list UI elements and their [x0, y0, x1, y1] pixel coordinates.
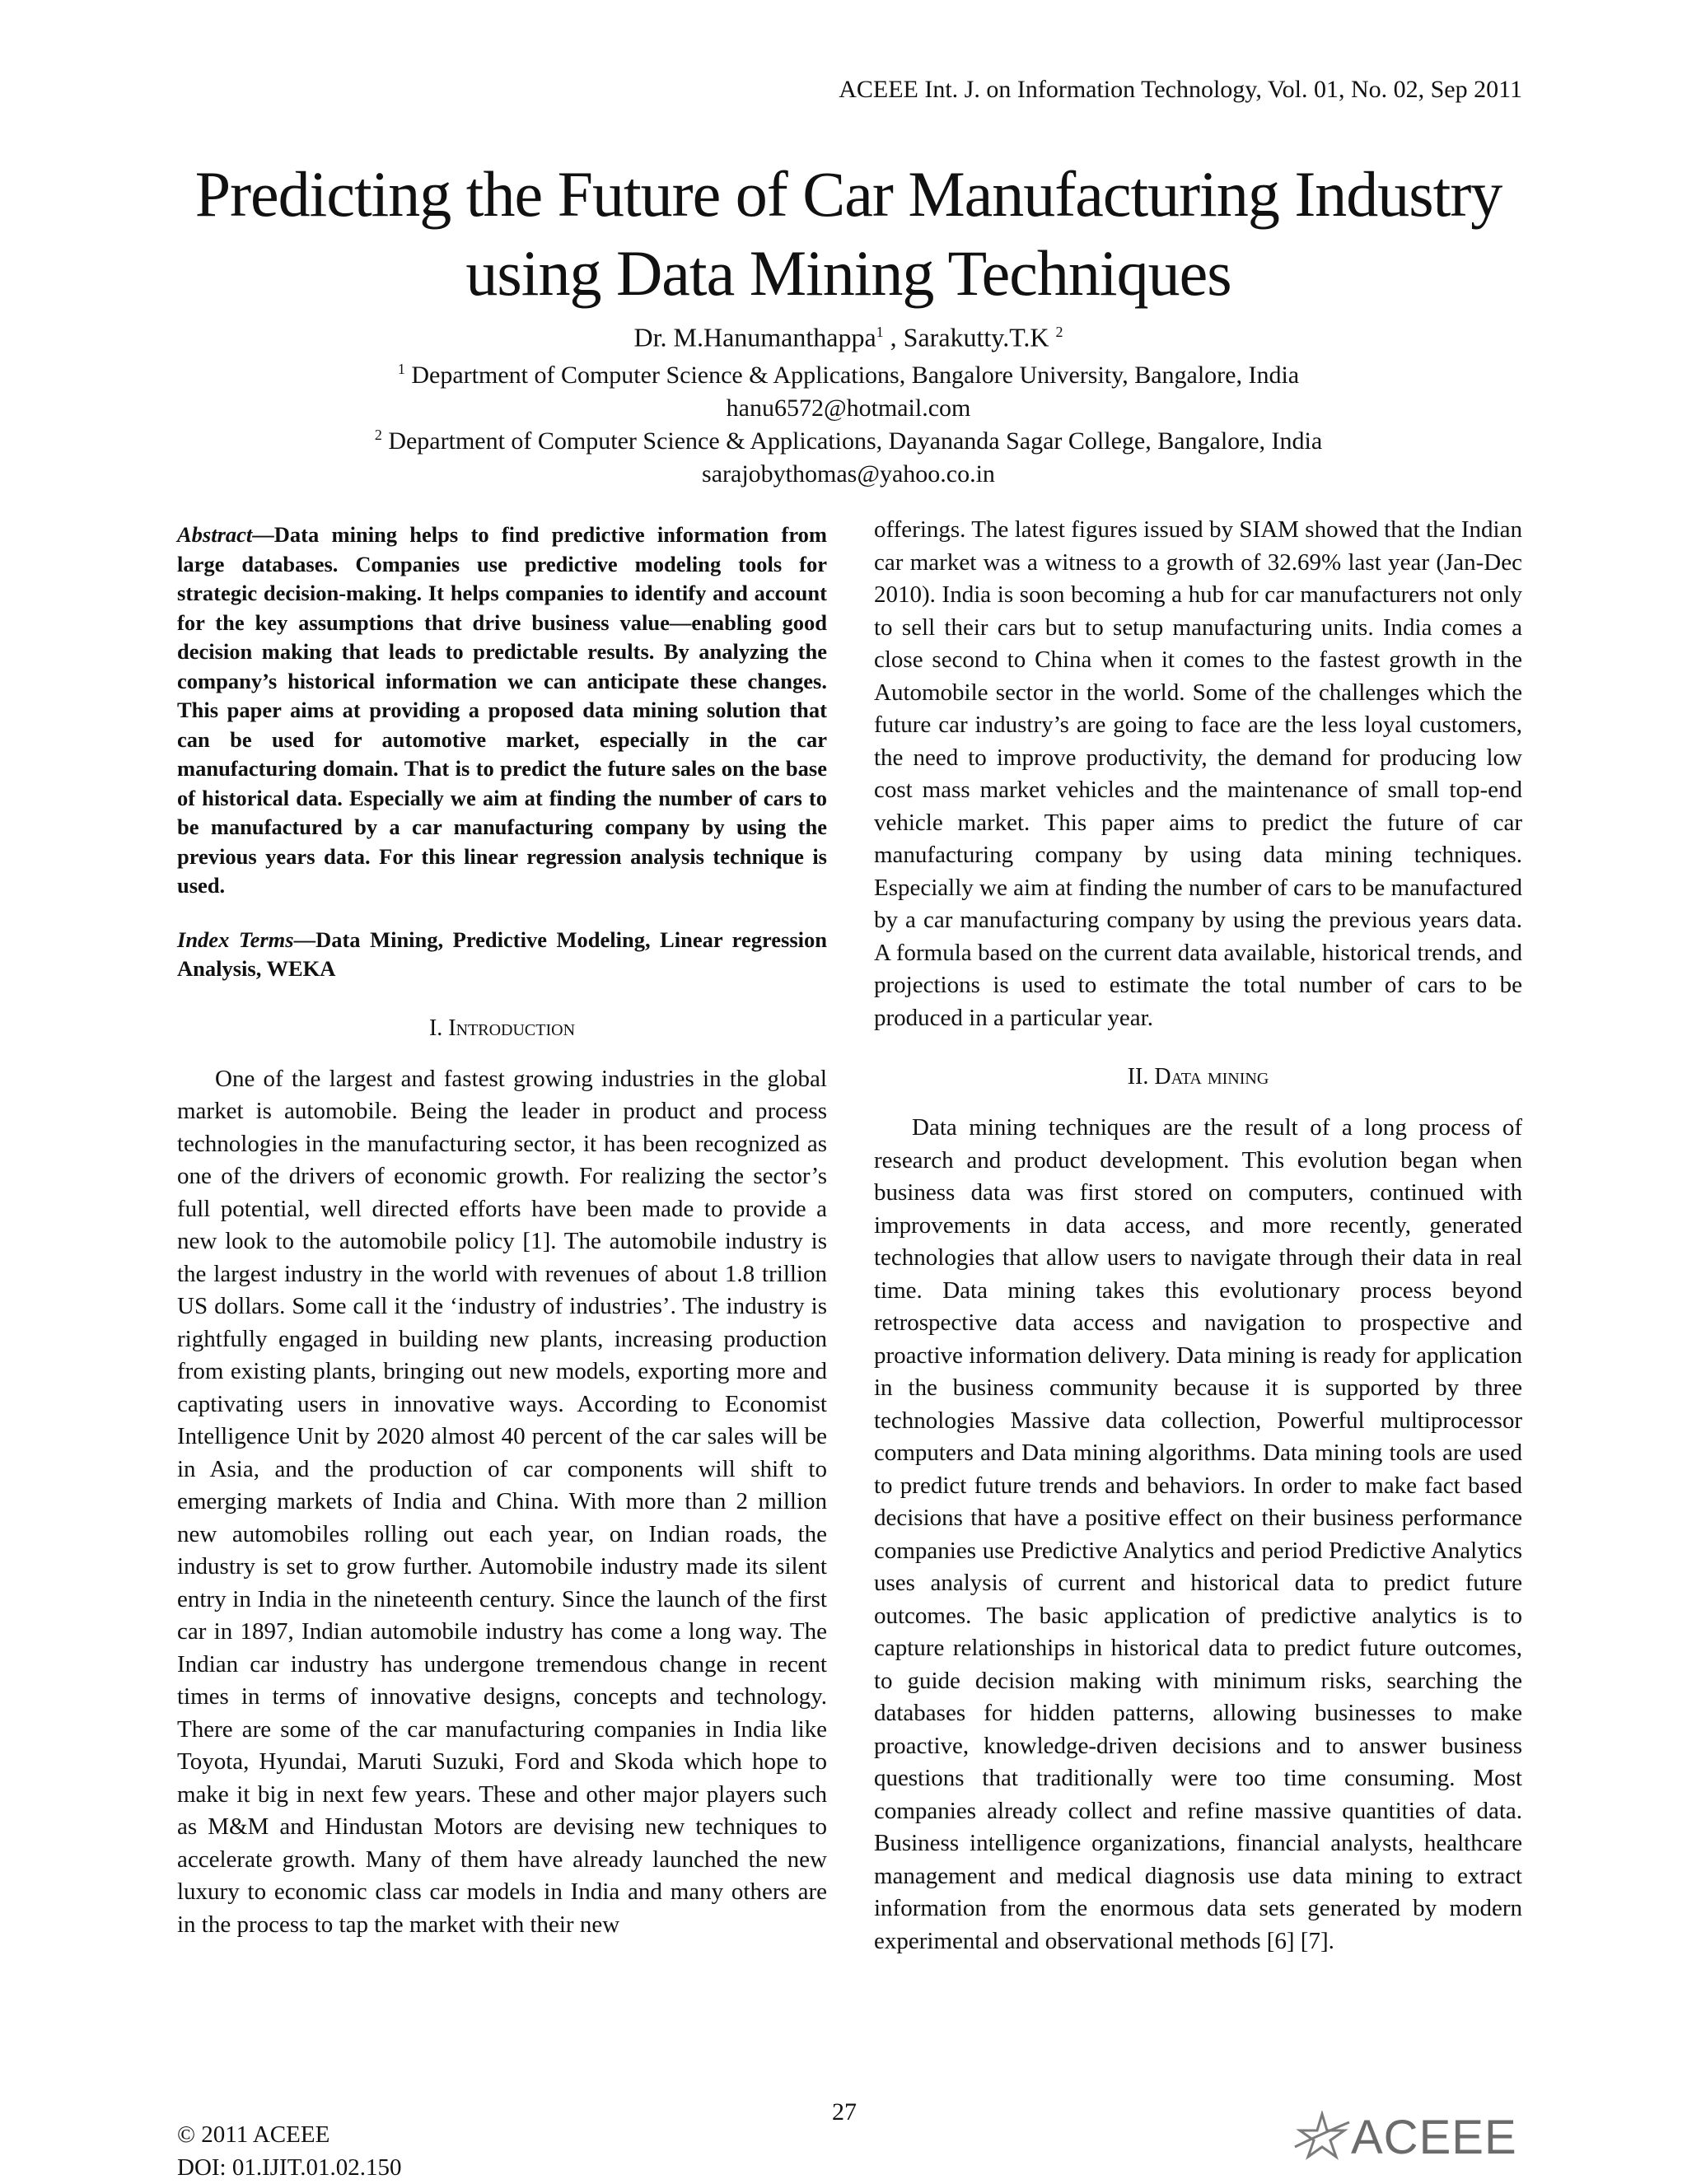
journal-header: ACEEE Int. J. on Information Technology, Vol. 01, No. 02, Sep 2011	[839, 76, 1522, 103]
title-line-2: using Data Mining Techniques	[465, 237, 1231, 309]
introduction-continuation: offerings. The latest figures issued by SIAM showed that the Indian car market was a witness to a growth of 32.69% last year (Jan-Dec 2010). India is soon becoming a hub for car manufacturers not only to sell their cars but to setup manufacturing units. India comes a close second to China when it comes to the fastest growth in the Automobile sector in the world. Some of the challenges which the future car industry’s are going to face are the less loyal customers, the need to improve productivity, the demand for producing low cost mass market vehicles and the maintenance of small top-end vehicle market. This paper aims to predict the future of car manufacturing company by using data mining techniques. Especially we aim at finding the number of cars to be manufactured by a car manufacturing company by using the previous years data. A formula based on the current data available, historical trends, and projections is used to estimate the total number of cars to be produced in a particular year.	[874, 516, 1522, 1031]
affiliation-2-email: sarajobythomas@yahoo.co.in	[702, 460, 995, 488]
copyright: © 2011 ACEEE	[177, 2121, 330, 2148]
affiliation-1	[132, 352, 1565, 425]
left-column	[177, 520, 827, 1941]
abstract	[177, 520, 827, 901]
page-number: 27	[832, 2098, 857, 2126]
star-swoosh-icon	[1293, 2111, 1351, 2163]
author-line	[132, 315, 1565, 355]
author-2-affiliation-mark: 2	[1055, 324, 1063, 340]
right-column	[874, 514, 1522, 1958]
abstract-text: Data mining helps to find predictive information from large databases. Companies use predictive modeling tools for strategic decision-making. It helps companies to identify and account for the key assumptions that drive business value—enabling good decision making that leads to predictable results. By analyzing the company’s historical information we can anticipate these changes. This paper aims at providing a proposed data mining solution that can be used for automotive market, especially in the car manufacturing domain. That is to predict the future sales on the base of historical data. Especially we aim at finding the number of cars to be manufactured by a car manufacturing company by using the previous years data. For this linear regression analysis technique is used.	[177, 522, 827, 898]
paper-title	[132, 155, 1565, 313]
footer-info	[177, 2118, 402, 2184]
author-1-affiliation-mark: 1	[876, 324, 884, 340]
section-1-numeral: I.	[428, 1015, 449, 1041]
section-1-heading	[177, 1015, 827, 1042]
affiliation-2	[132, 418, 1565, 491]
index-terms-dash: —	[293, 926, 316, 952]
aceee-logo	[1293, 2108, 1524, 2166]
author-2: Sarakutty.T.K	[903, 322, 1056, 352]
author-1: Dr. M.Hanumanthappa	[633, 322, 876, 352]
index-terms-text: Data Mining, Predictive Modeling, Linear regression Analysis, WEKA	[177, 926, 827, 981]
abstract-label: Abstract	[177, 522, 253, 547]
abstract-dash: —	[252, 522, 274, 547]
title-line-1: Predicting the Future of Car Manufacturing Industry	[194, 158, 1502, 230]
index-terms-label: Index Terms	[177, 926, 294, 952]
section-2-numeral: II.	[1127, 1064, 1155, 1090]
section-2-title: Data mining	[1154, 1064, 1269, 1090]
affiliation-2-text: Department of Computer Science & Applications, Dayananda Sagar College, Bangalore, India	[381, 427, 1323, 455]
index-terms	[177, 926, 827, 984]
affiliation-1-text: Department of Computer Science & Applications, Bangalore University, Bangalore, India	[404, 362, 1300, 389]
affiliation-1-email: hanu6572@hotmail.com	[726, 394, 971, 422]
logo-text: ACEEE	[1351, 2110, 1517, 2164]
introduction-paragraph: One of the largest and fastest growing industries in the global market is automobile. Being the leader in product and process technologies in the manufacturing sector, it has been recognized as one of the drivers of economic growth. For realizing the sector’s full potential, well directed efforts have been made to provide a new look to the automobile policy [1]. The automobile industry is the largest industry in the world with revenues of about 1.8 trillion US dollars. Some call it the ‘industry of industries’. The industry is rightfully engaged in building new plants, increasing production from existing plants, bringing out new models, exporting more and captivating users in innovative ways. According to Economist Intelligence Unit by 2020 almost 40 percent of the car sales will be in Asia, and the production of car components will shift to emerging markets of India and China. With more than 2 million new automobiles rolling out each year, on Indian roads, the industry is set to grow further. Automobile industry made its silent entry in India in the nineteenth century. Since the launch of the first car in 1897, Indian automobile industry has come a long way. The Indian car industry has undergone tremendous change in recent times in terms of innovative designs, concepts and technology. There are some of the car manufacturing companies in India like Toyota, Hyundai, Maruti Suzuki, Ford and Skoda which hope to make it big in next few years. These and other major players such as M&M and Hindustan Motors are devising new techniques to accelerate growth. Many of them have already launched the new luxury to economic class car models in India and many others are in the process to tap the market with their new	[177, 1065, 827, 1938]
affiliation-1-mark: 1	[397, 361, 405, 377]
data-mining-paragraph: Data mining techniques are the result of a long process of research and product development. This evolution began when business data was first stored on computers, continued with improvements in data access, and more recently, generated technologies that allow users to navigate through their data in real time. Data mining takes this evolutionary process beyond retrospective data access and navigation to prospective and proactive information delivery. Data mining is ready for application in the business community because it is supported by three technologies Massive data collection, Powerful multiprocessor computers and Data mining algorithms. Data mining tools are used to predict future trends and behaviors. In order to make fact based decisions that have a positive effect on their business performance companies use Predictive Analytics and period Predictive Analytics uses analysis of current and historical data to predict future outcomes. The basic application of predictive analytics is to capture relationships in historical data to predict future outcomes, to guide decision making with minimum risks, searching the databases for hidden patterns, allowing businesses to make proactive, knowledge-driven decisions and to answer business questions that traditionally were too time consuming. Most companies already collect and refine massive quantities of data. Business intelligence organizations, financial analysts, healthcare management and medical diagnosis use data mining to extract information from the enormous data sets generated by modern experimental and observational methods [6] [7].	[874, 1114, 1522, 1954]
doi: DOI: 01.IJIT.01.02.150	[177, 2154, 402, 2181]
affiliation-2-mark: 2	[374, 427, 382, 443]
section-2-heading	[874, 1064, 1522, 1090]
author-separator: ,	[883, 322, 904, 352]
section-1-title: Introduction	[448, 1015, 576, 1041]
